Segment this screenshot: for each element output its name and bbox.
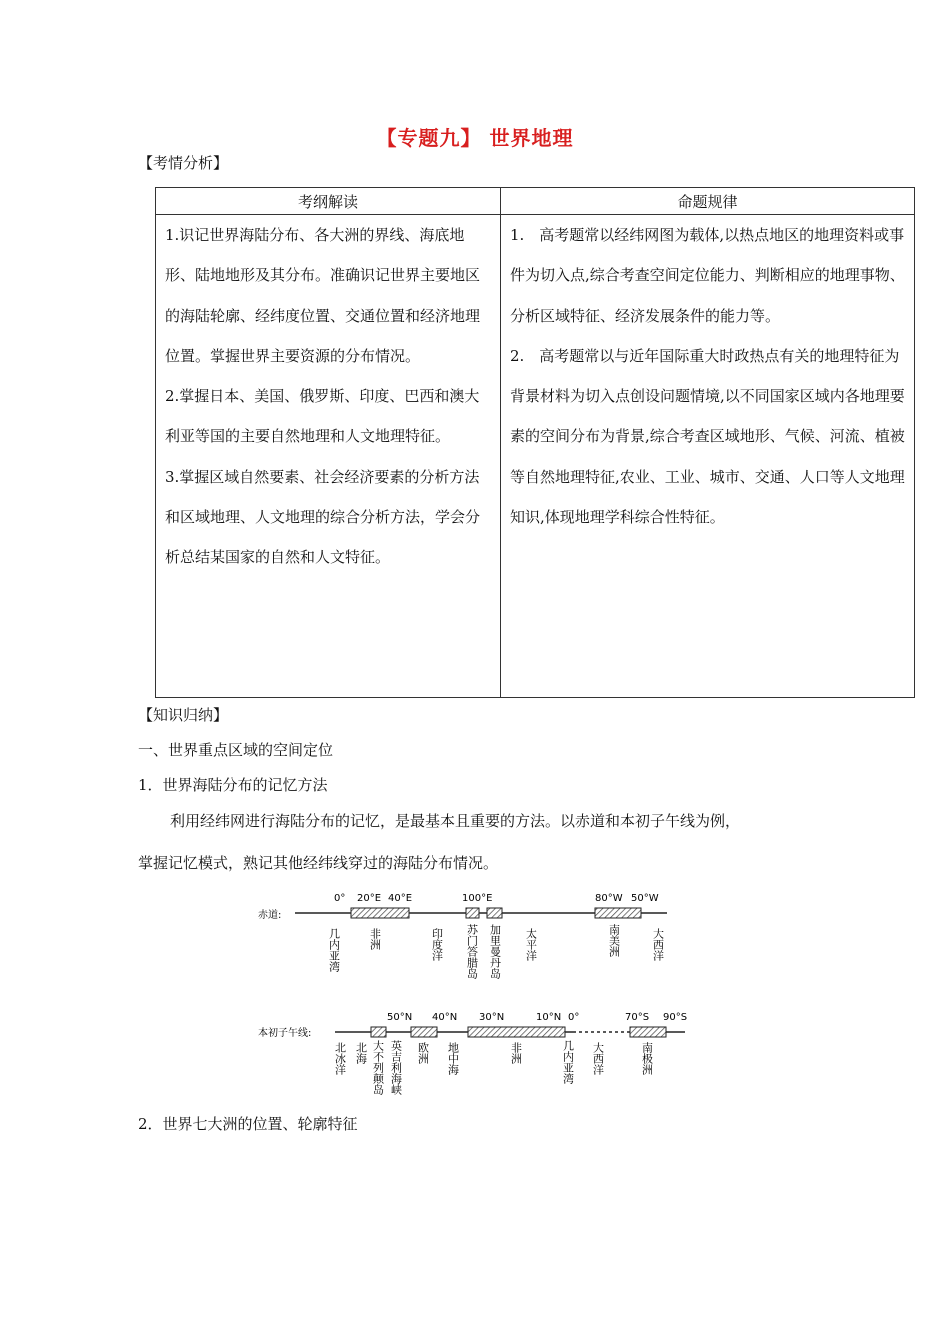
heading-memory-method: 1．世界海陆分布的记忆方法 xyxy=(138,776,328,794)
outline-item: 3.掌握区域自然要素、社会经济要素的分析方法和区域地理、人文地理的综合分析方法，学会分析总结某国家的自然和人文特征。 xyxy=(165,467,481,567)
tick-label: 100°E xyxy=(462,893,493,904)
sumatra-bar xyxy=(466,908,479,918)
sea-land-diagram xyxy=(255,888,695,1112)
tick-label: 0° xyxy=(334,893,346,904)
column-header-pattern: 命题规律 xyxy=(501,188,915,215)
region-label: 南极洲 xyxy=(640,1042,654,1075)
europe-bar xyxy=(411,1027,437,1037)
south-america-bar xyxy=(595,908,641,918)
tick-label: 40°E xyxy=(388,893,413,904)
outline-cell xyxy=(156,215,501,698)
region-label: 大西洋 xyxy=(651,928,665,961)
heading-spatial-location: 一、世界重点区域的空间定位 xyxy=(138,741,334,759)
paragraph-line: 掌握记忆模式，熟记其他经纬线穿过的海陆分布情况。 xyxy=(138,854,499,872)
region-label: 大不列颠岛 xyxy=(371,1040,385,1095)
region-label: 太平洋 xyxy=(524,928,538,961)
section-label-knowledge: 【知识归纳】 xyxy=(138,706,229,724)
tick-label: 20°E xyxy=(357,893,382,904)
tick-label: 90°S xyxy=(663,1012,688,1023)
region-label: 非洲 xyxy=(368,928,382,950)
section-label-analysis: 【考情分析】 xyxy=(138,154,229,172)
region-label: 北冰洋 xyxy=(333,1042,347,1075)
tick-label: 40°N xyxy=(432,1012,458,1023)
region-label: 几内亚湾 xyxy=(327,928,341,972)
tick-label: 70°S xyxy=(625,1012,650,1023)
outline-item: 1.识记世界海陆分布、各大洲的界线、海底地形、陆地地形及其分布。准确识记世界主要地区的海陆轮廓、经纬度位置、交通位置和经济地理位置。掌握世界主要资源的分布情况。 xyxy=(165,226,481,365)
region-label: 加里曼丹岛 xyxy=(488,924,502,979)
region-label: 非洲 xyxy=(509,1042,523,1064)
africa-bar xyxy=(468,1027,565,1037)
region-label: 英吉利海峡 xyxy=(389,1040,403,1095)
paragraph-line: 利用经纬网进行海陆分布的记忆，是最基本且重要的方法。以赤道和本初子午线为例， xyxy=(170,812,741,830)
borneo-bar xyxy=(487,908,502,918)
outline-item: 2.掌握日本、美国、俄罗斯、印度、巴西和澳大利亚等国的主要自然地理和人文地理特征。 xyxy=(165,387,480,446)
tick-label: 10°N xyxy=(536,1012,562,1023)
britain-bar xyxy=(371,1027,386,1037)
tick-label: 30°N xyxy=(479,1012,505,1023)
tick-label: 50°N xyxy=(387,1012,413,1023)
pattern-cell xyxy=(501,215,915,698)
pattern-item: 1. 高考题常以经纬网图为载体,以热点地区的地理资料或事件为切入点,综合考查空间定位能力、判断相应的地理事物、分析区域特征、经济发展条件的能力等。 xyxy=(510,226,905,325)
region-label: 欧洲 xyxy=(416,1042,430,1064)
column-header-outline: 考纲解读 xyxy=(156,188,501,215)
tick-label: 80°W xyxy=(595,893,623,904)
antarctica-bar xyxy=(630,1027,666,1037)
region-label: 地中海 xyxy=(446,1042,460,1075)
page-title: 【专题九】 世界地理 xyxy=(376,126,574,150)
region-label: 南美洲 xyxy=(607,924,621,957)
pattern-item: 2. 高考题常以与近年国际重大时政热点有关的地理特征为背景材料为切入点创设问题情境,以不同国家区域内各地理要素的空间分布为背景,综合考查区域地形、气候、河流、植被等自然地理特征,农业、工业、城市、交通、人口等人文地理知识,体现地理学科综合性特征。 xyxy=(510,346,905,527)
region-label: 苏门答腊岛 xyxy=(465,924,479,979)
equator-label: 赤道: xyxy=(258,910,282,921)
tick-label: 50°W xyxy=(631,893,659,904)
region-label: 大西洋 xyxy=(591,1042,605,1075)
region-label: 几内亚湾 xyxy=(561,1040,575,1084)
analysis-table xyxy=(155,187,915,698)
region-label: 印度洋 xyxy=(430,928,444,961)
region-label: 北海 xyxy=(354,1042,368,1064)
heading-continents: 2．世界七大洲的位置、轮廓特征 xyxy=(138,1115,358,1133)
tick-label: 0° xyxy=(568,1012,580,1023)
africa-bar xyxy=(351,908,409,918)
meridian-label: 本初子午线: xyxy=(258,1028,312,1039)
